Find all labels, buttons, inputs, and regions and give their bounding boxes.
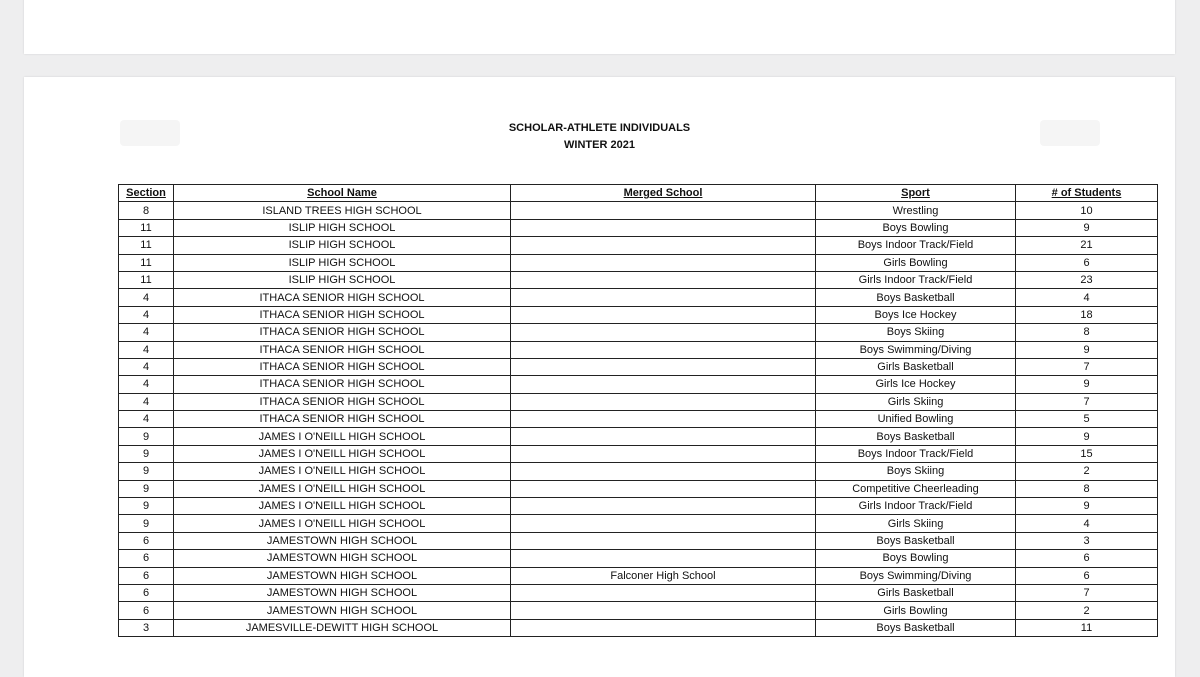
cell-sport: Competitive Cheerleading	[816, 480, 1016, 497]
cell-student-count: 10	[1016, 202, 1158, 219]
table-row	[119, 498, 1158, 515]
cell-merged-school	[511, 341, 816, 358]
cell-sport: Girls Bowling	[816, 254, 1016, 271]
previous-page	[24, 0, 1175, 54]
cell-merged-school	[511, 515, 816, 532]
table-row	[119, 324, 1158, 341]
cell-school-name: ITHACA SENIOR HIGH SCHOOL	[174, 393, 511, 410]
cell-sport: Unified Bowling	[816, 411, 1016, 428]
cell-student-count: 5	[1016, 411, 1158, 428]
cell-sport: Boys Basketball	[816, 289, 1016, 306]
cell-student-count: 9	[1016, 376, 1158, 393]
cell-section: 9	[119, 463, 174, 480]
cell-school-name: ITHACA SENIOR HIGH SCHOOL	[174, 289, 511, 306]
cell-merged-school	[511, 532, 816, 549]
table-row	[119, 463, 1158, 480]
cell-school-name: JAMES I O'NEILL HIGH SCHOOL	[174, 428, 511, 445]
table-row	[119, 254, 1158, 271]
header-section: Section	[119, 185, 174, 202]
cell-sport: Boys Basketball	[816, 428, 1016, 445]
table-row	[119, 289, 1158, 306]
cell-student-count: 4	[1016, 515, 1158, 532]
document-title: SCHOLAR-ATHLETE INDIVIDUALS	[508, 122, 691, 134]
cell-section: 9	[119, 428, 174, 445]
cell-school-name: ISLIP HIGH SCHOOL	[174, 237, 511, 254]
cell-school-name: JAMES I O'NEILL HIGH SCHOOL	[174, 498, 511, 515]
cell-student-count: 2	[1016, 463, 1158, 480]
cell-merged-school	[511, 306, 816, 323]
cell-section: 4	[119, 411, 174, 428]
table-row	[119, 619, 1158, 636]
cell-section: 4	[119, 376, 174, 393]
cell-student-count: 9	[1016, 428, 1158, 445]
cell-school-name: JAMES I O'NEILL HIGH SCHOOL	[174, 463, 511, 480]
cell-section: 9	[119, 498, 174, 515]
cell-sport: Boys Ice Hockey	[816, 306, 1016, 323]
cell-section: 8	[119, 202, 174, 219]
header-student-count: # of Students	[1016, 185, 1158, 202]
cell-section: 6	[119, 567, 174, 584]
table-row	[119, 202, 1158, 219]
cell-sport: Girls Basketball	[816, 584, 1016, 601]
cell-student-count: 6	[1016, 550, 1158, 567]
header-merged-school: Merged School	[511, 185, 816, 202]
cell-merged-school	[511, 584, 816, 601]
cell-merged-school	[511, 550, 816, 567]
cell-school-name: ITHACA SENIOR HIGH SCHOOL	[174, 411, 511, 428]
cell-section: 9	[119, 445, 174, 462]
cell-school-name: ISLAND TREES HIGH SCHOOL	[174, 202, 511, 219]
cell-section: 4	[119, 341, 174, 358]
cell-student-count: 3	[1016, 532, 1158, 549]
table-row	[119, 358, 1158, 375]
cell-section: 11	[119, 237, 174, 254]
table-body	[119, 202, 1158, 637]
table-row	[119, 602, 1158, 619]
cell-student-count: 18	[1016, 306, 1158, 323]
cell-section: 9	[119, 480, 174, 497]
table-row	[119, 341, 1158, 358]
cell-sport: Boys Basketball	[816, 619, 1016, 636]
cell-section: 3	[119, 619, 174, 636]
cell-student-count: 8	[1016, 480, 1158, 497]
cell-section: 6	[119, 602, 174, 619]
cell-merged-school	[511, 480, 816, 497]
cell-section: 9	[119, 515, 174, 532]
cell-school-name: JAMESTOWN HIGH SCHOOL	[174, 567, 511, 584]
cell-merged-school	[511, 219, 816, 236]
cell-section: 11	[119, 254, 174, 271]
cell-sport: Boys Indoor Track/Field	[816, 237, 1016, 254]
cell-merged-school	[511, 254, 816, 271]
table-row	[119, 219, 1158, 236]
table-row	[119, 428, 1158, 445]
document-subtitle: WINTER 2021	[564, 139, 635, 151]
cell-section: 6	[119, 584, 174, 601]
cell-merged-school	[511, 202, 816, 219]
cell-school-name: ITHACA SENIOR HIGH SCHOOL	[174, 306, 511, 323]
header-sport: Sport	[816, 185, 1016, 202]
header-school-name: School Name	[174, 185, 511, 202]
cell-school-name: JAMES I O'NEILL HIGH SCHOOL	[174, 480, 511, 497]
cell-sport: Girls Skiing	[816, 393, 1016, 410]
cell-school-name: ITHACA SENIOR HIGH SCHOOL	[174, 358, 511, 375]
table-row	[119, 237, 1158, 254]
cell-sport: Boys Basketball	[816, 532, 1016, 549]
cell-sport: Boys Skiing	[816, 463, 1016, 480]
cell-student-count: 9	[1016, 498, 1158, 515]
cell-merged-school	[511, 463, 816, 480]
cell-section: 6	[119, 532, 174, 549]
scholar-athlete-table	[118, 184, 1158, 637]
cell-student-count: 23	[1016, 271, 1158, 288]
cell-student-count: 7	[1016, 393, 1158, 410]
cell-sport: Boys Skiing	[816, 324, 1016, 341]
cell-section: 4	[119, 324, 174, 341]
cell-merged-school	[511, 602, 816, 619]
cell-merged-school	[511, 237, 816, 254]
cell-merged-school: Falconer High School	[511, 567, 816, 584]
cell-sport: Boys Bowling	[816, 550, 1016, 567]
cell-student-count: 4	[1016, 289, 1158, 306]
table-row	[119, 306, 1158, 323]
cell-merged-school	[511, 428, 816, 445]
cell-merged-school	[511, 376, 816, 393]
cell-sport: Girls Indoor Track/Field	[816, 498, 1016, 515]
cell-school-name: JAMESTOWN HIGH SCHOOL	[174, 584, 511, 601]
cell-section: 4	[119, 289, 174, 306]
cell-school-name: ISLIP HIGH SCHOOL	[174, 271, 511, 288]
cell-section: 4	[119, 358, 174, 375]
table-header-row	[119, 185, 1158, 202]
table-row	[119, 567, 1158, 584]
cell-sport: Boys Indoor Track/Field	[816, 445, 1016, 462]
cell-school-name: JAMES I O'NEILL HIGH SCHOOL	[174, 445, 511, 462]
cell-sport: Boys Bowling	[816, 219, 1016, 236]
cell-student-count: 9	[1016, 219, 1158, 236]
cell-merged-school	[511, 271, 816, 288]
cell-sport: Girls Bowling	[816, 602, 1016, 619]
cell-sport: Boys Swimming/Diving	[816, 567, 1016, 584]
table-row	[119, 376, 1158, 393]
cell-merged-school	[511, 358, 816, 375]
cell-merged-school	[511, 498, 816, 515]
table-row	[119, 480, 1158, 497]
cell-sport: Boys Swimming/Diving	[816, 341, 1016, 358]
cell-school-name: JAMESTOWN HIGH SCHOOL	[174, 602, 511, 619]
table-row	[119, 271, 1158, 288]
cell-school-name: ITHACA SENIOR HIGH SCHOOL	[174, 324, 511, 341]
table-row	[119, 411, 1158, 428]
cell-student-count: 6	[1016, 567, 1158, 584]
cell-section: 11	[119, 271, 174, 288]
cell-student-count: 21	[1016, 237, 1158, 254]
table-row	[119, 515, 1158, 532]
cell-merged-school	[511, 324, 816, 341]
cell-sport: Girls Basketball	[816, 358, 1016, 375]
cell-student-count: 7	[1016, 584, 1158, 601]
cell-merged-school	[511, 411, 816, 428]
cell-section: 4	[119, 393, 174, 410]
cell-merged-school	[511, 619, 816, 636]
cell-section: 6	[119, 550, 174, 567]
cell-school-name: JAMESVILLE-DEWITT HIGH SCHOOL	[174, 619, 511, 636]
table-row	[119, 445, 1158, 462]
table-row	[119, 550, 1158, 567]
cell-section: 4	[119, 306, 174, 323]
cell-student-count: 2	[1016, 602, 1158, 619]
cell-student-count: 11	[1016, 619, 1158, 636]
cell-student-count: 15	[1016, 445, 1158, 462]
cell-school-name: JAMES I O'NEILL HIGH SCHOOL	[174, 515, 511, 532]
cell-student-count: 6	[1016, 254, 1158, 271]
cell-school-name: JAMESTOWN HIGH SCHOOL	[174, 550, 511, 567]
table-row	[119, 584, 1158, 601]
cell-sport: Wrestling	[816, 202, 1016, 219]
cell-student-count: 9	[1016, 341, 1158, 358]
cell-school-name: JAMESTOWN HIGH SCHOOL	[174, 532, 511, 549]
cell-merged-school	[511, 393, 816, 410]
cell-sport: Girls Skiing	[816, 515, 1016, 532]
cell-school-name: ITHACA SENIOR HIGH SCHOOL	[174, 376, 511, 393]
table-row	[119, 532, 1158, 549]
cell-merged-school	[511, 445, 816, 462]
table-row	[119, 393, 1158, 410]
cell-merged-school	[511, 289, 816, 306]
cell-school-name: ITHACA SENIOR HIGH SCHOOL	[174, 341, 511, 358]
cell-student-count: 8	[1016, 324, 1158, 341]
cell-student-count: 7	[1016, 358, 1158, 375]
cell-sport: Girls Indoor Track/Field	[816, 271, 1016, 288]
cell-school-name: ISLIP HIGH SCHOOL	[174, 254, 511, 271]
cell-school-name: ISLIP HIGH SCHOOL	[174, 219, 511, 236]
cell-section: 11	[119, 219, 174, 236]
cell-sport: Girls Ice Hockey	[816, 376, 1016, 393]
